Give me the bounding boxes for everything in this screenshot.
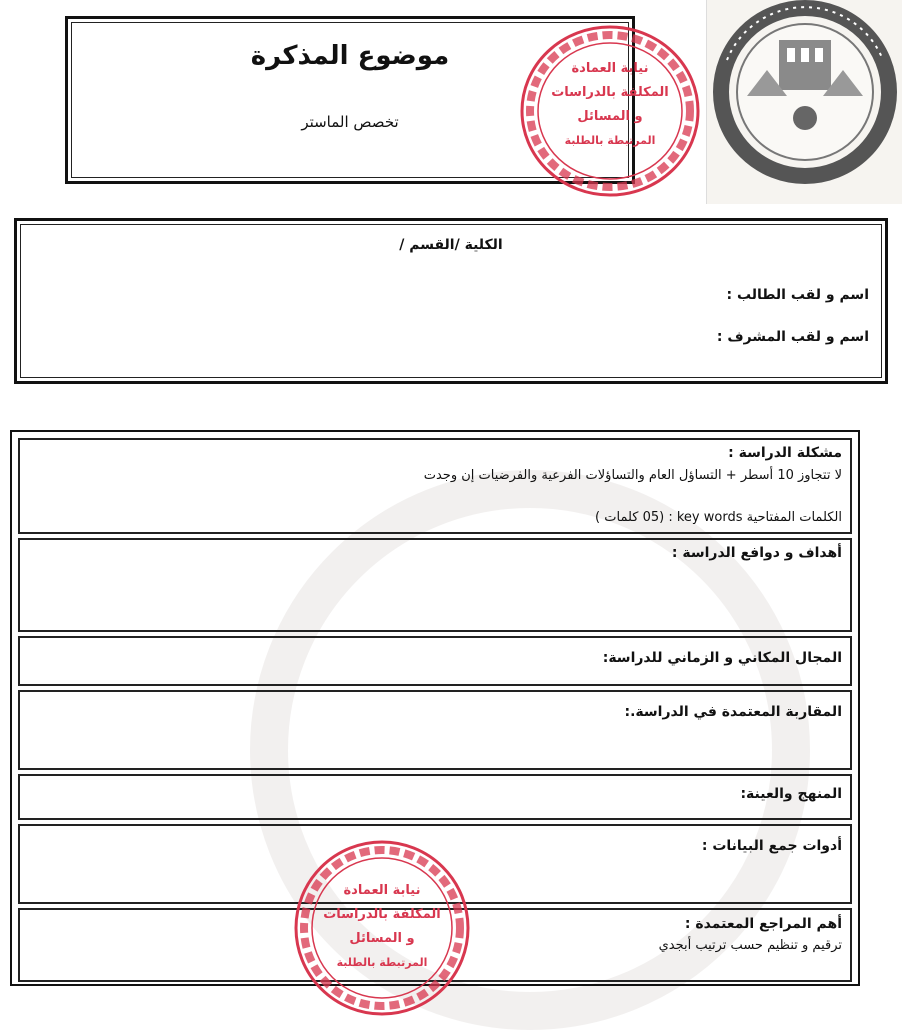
- stamp-top-line-2: المكلفة بالدراسات: [551, 85, 669, 100]
- university-logo-icon: [707, 0, 902, 204]
- keywords-note: الكلمات المفتاحية key words : (05 كلمات ): [595, 510, 842, 525]
- university-logo: [706, 0, 902, 204]
- references-note: ترقيم و تنظيم حسب ترتيب أبجدي: [658, 938, 842, 953]
- official-stamp-top: [518, 22, 702, 200]
- stamp-bottom-line-2: المكلفة بالدراسات: [323, 907, 441, 922]
- section-method: [18, 774, 852, 820]
- method-title: المنهج والعينة:: [740, 786, 842, 802]
- section-scope: [18, 636, 852, 686]
- approach-title: المقاربة المعتمدة في الدراسة.:: [624, 704, 842, 720]
- section-approach: [18, 690, 852, 770]
- faculty-department-label: الكلية /القسم /: [399, 237, 503, 253]
- stamp-bottom-line-1: نيابة العمادة: [343, 883, 421, 898]
- stamp-top-line-3: و المسائل: [577, 109, 643, 124]
- student-name-label: اسم و لقب الطالب :: [726, 287, 869, 303]
- problem-title: مشكلة الدراسة :: [728, 445, 842, 461]
- page-title: موضوع المذكرة: [250, 41, 450, 71]
- problem-note: لا تتجاوز 10 أسطر + التساؤل العام والتساؤلات الفرعية والفرضيات إن وجدت: [423, 468, 842, 483]
- specialty-label: تخصص الماستر: [301, 113, 399, 131]
- stamp-bottom-line-3: و المسائل: [349, 931, 415, 946]
- supervisor-name-label: اسم و لقب المشرف :: [716, 329, 869, 345]
- section-problem: [18, 438, 852, 534]
- stamp-top-line-4: المرتبطة بالطلبة: [564, 134, 656, 147]
- stamp-bottom-line-4: المرتبطة بالطلبة: [336, 956, 428, 969]
- scope-title: المجال المكاني و الزماني للدراسة:: [602, 650, 842, 666]
- official-stamp-bottom: [290, 836, 474, 1020]
- objectives-title: أهداف و دوافع الدراسة :: [671, 545, 842, 561]
- student-info-box: [14, 218, 888, 384]
- references-title: أهم المراجع المعتمدة :: [684, 916, 842, 932]
- section-objectives: [18, 538, 852, 632]
- stamp-top-line-1: نيابة العمادة: [571, 61, 649, 76]
- tools-title: أدوات جمع البيانات :: [701, 838, 842, 854]
